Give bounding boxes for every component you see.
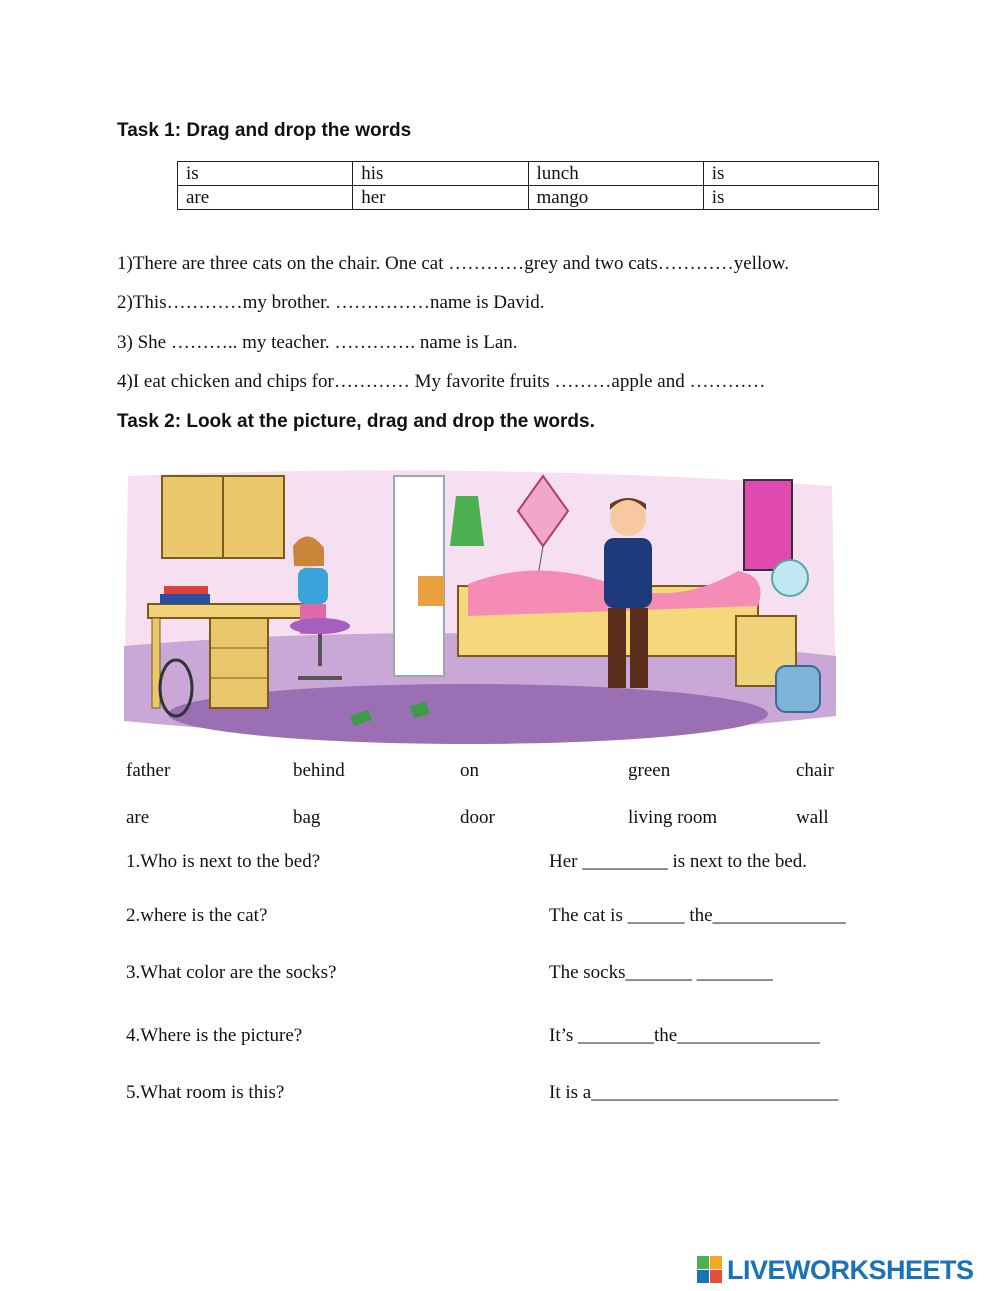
bank-word[interactable]: green [628, 760, 671, 781]
sentence-1: 1)There are three cats on the chair. One cat …………grey and two cats…………yellow. [117, 253, 789, 274]
word-cell[interactable]: is [178, 162, 353, 186]
bank-word[interactable]: bag [293, 807, 321, 828]
word-cell[interactable]: his [353, 162, 528, 186]
task1-title: Task 1: Drag and drop the words [117, 120, 412, 141]
answer-4[interactable]: It’s ________the_______________ [549, 1025, 820, 1046]
bank-word[interactable]: living room [628, 807, 718, 828]
bank-word[interactable]: door [460, 807, 495, 828]
word-cell[interactable]: mango [528, 186, 703, 210]
sentence-4: 4)I eat chicken and chips for………… My favorite fruits ………apple and ………… [117, 371, 766, 392]
sentence-3: 3) She ……….. my teacher. …………. name is Lan. [117, 332, 518, 353]
answer-2[interactable]: The cat is ______ the______________ [549, 905, 846, 926]
answer-3[interactable]: The socks_______ ________ [549, 962, 773, 983]
bank-word[interactable]: wall [796, 807, 829, 828]
liveworksheets-logo [697, 1253, 974, 1287]
logo-text: LIVEWORKSHEETS [727, 1254, 974, 1285]
word-cell[interactable]: is [703, 162, 878, 186]
bank-word[interactable]: are [126, 807, 150, 828]
bank-word[interactable]: father [126, 760, 171, 781]
word-cell[interactable]: lunch [528, 162, 703, 186]
wall-picture [744, 480, 792, 570]
answer-5[interactable]: It is a__________________________ [549, 1082, 839, 1103]
question-2: 2.where is the cat? [126, 905, 268, 926]
word-table-row [178, 186, 879, 210]
question-3: 3.What color are the socks? [126, 962, 337, 983]
desk [148, 604, 308, 618]
word-cell[interactable]: are [178, 186, 353, 210]
bank-word[interactable]: behind [293, 760, 345, 781]
books [160, 594, 210, 604]
jacket [450, 496, 484, 546]
answer-1[interactable]: Her _________ is next to the bed. [549, 851, 808, 872]
logo-mark-icon [697, 1256, 723, 1284]
question-4: 4.Where is the picture? [126, 1025, 303, 1046]
cat [418, 576, 444, 606]
word-cell[interactable]: is [703, 186, 878, 210]
bank-word[interactable]: on [460, 760, 479, 781]
task2-title: Task 2: Look at the picture, drag and drop the words. [117, 411, 595, 432]
fishbowl [772, 560, 808, 596]
bedroom-illustration [118, 466, 842, 746]
bank-word[interactable]: chair [796, 760, 834, 781]
question-5: 5.What room is this? [126, 1082, 285, 1103]
word-table [177, 161, 879, 210]
question-1: 1.Who is next to the bed? [126, 851, 321, 872]
desk-chair [290, 618, 350, 634]
word-table-row [178, 162, 879, 186]
father [610, 500, 646, 536]
backpack [776, 666, 820, 712]
word-cell[interactable]: her [353, 186, 528, 210]
sentence-2: 2)This…………my brother. ……………name is David. [117, 292, 545, 313]
